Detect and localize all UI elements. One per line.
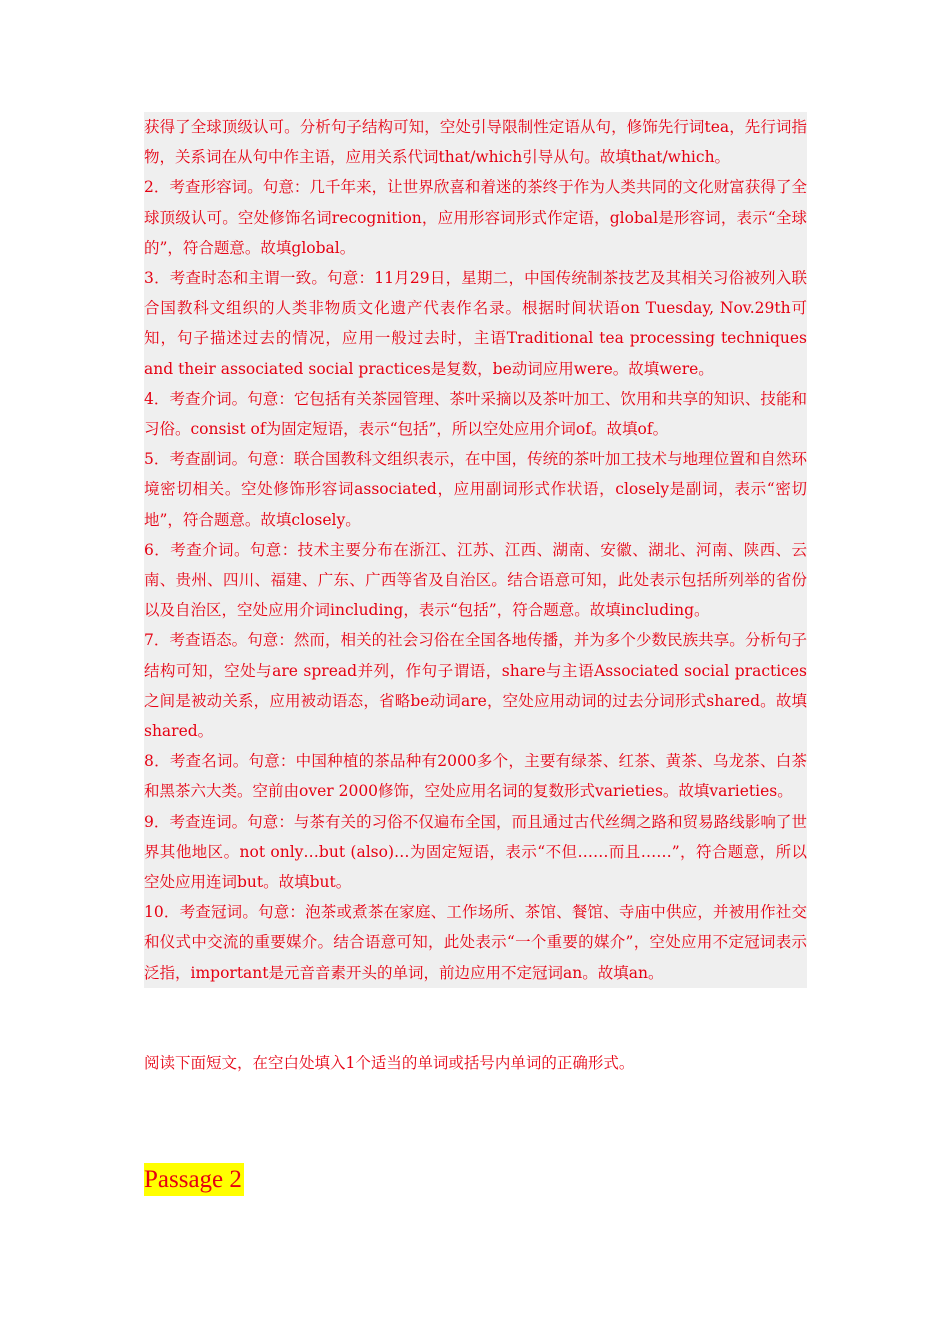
passage-instruction: 阅读下面短文，在空白处填入1个适当的单词或括号内单词的正确形式。 (144, 1054, 635, 1072)
answer-item-1-continued: 获得了全球顶级认可。分析句子结构可知，空处引导限制性定语从句，修饰先行词tea，先行词指物，关系词在从句中作主语，应用关系代词that/which引导从句。故填that/which。 (144, 118, 807, 167)
answer-item-8: 8．考查名词。句意：中国种植的茶品种有2000多个，主要有绿茶、红茶、黄茶、乌龙茶、白茶和黑茶六大类。空前由over 2000修饰，空处应用名词的复数形式varieties。故填varieties。 (144, 752, 807, 801)
answer-item-6: 6．考查介词。句意：技术主要分布在浙江、江苏、江西、湖南、安徽、湖北、河南、陕西、云南、贵州、四川、福建、广东、广西等省及自治区。结合语意可知，此处表示包括所列举的省份以及自治区，空处应用介词including，表示“包括”，符合题意。故填including。 (144, 540, 807, 620)
answer-item-4: 4．考查介词。句意：它包括有关茶园管理、茶叶采摘以及茶叶加工、饮用和共享的知识、技能和习俗。consist of为固定短语，表示“包括”，所以空处应用介词of。故填of。 (144, 389, 807, 439)
answer-item-7: 7．考查语态。句意：然而，相关的社会习俗在全国各地传播，并为多个少数民族共享。分析句子结构可知，空处与are spread并列，作句子谓语，share与主语Associated social practices之间是被动关系，应用被动语态，省略be动词are，空处应用动词的过去分词形式shared。故填shared。 (144, 631, 807, 741)
answer-item-2: 2．考查形容词。句意：几千年来，让世界欣喜和着迷的茶终于作为人类共同的文化财富获得了全球顶级认可。空处修饰名词recognition，应用形容词形式作定语，global是形容词，表示“全球的”，符合题意。故填global。 (144, 178, 807, 257)
answer-item-9: 9．考查连词。句意：与茶有关的习俗不仅遍布全国，而且通过古代丝绸之路和贸易路线影响了世界其他地区。not only…but (also)…为固定短语，表示“不但……而且……”，符合题意，所以空处应用连词but。故填but。 (144, 812, 807, 892)
answer-explanations (144, 112, 807, 988)
answer-item-3: 3．考查时态和主谓一致。句意：11月29日，星期二，中国传统制茶技艺及其相关习俗被列入联合国教科文组织的人类非物质文化遗产代表作名录。根据时间状语on Tuesday, Nov.29th可知，句子描述过去的情况，应用一般过去时，主语Traditional tea processing techniques and their associated social practices是复数，be动词应用were。故填were。 (144, 269, 807, 378)
answer-item-5: 5．考查副词。句意：联合国教科文组织表示，在中国，传统的茶叶加工技术与地理位置和自然环境密切相关。空处修饰形容词associated，应用副词形式作状语，closely是副词，表示“密切地”，符合题意。故填closely。 (144, 450, 807, 529)
passage-title: Passage 2 (144, 1163, 244, 1196)
answer-item-10: 10．考查冠词。句意：泡茶或煮茶在家庭、工作场所、茶馆、餐馆、寺庙中供应，并被用作社交和仪式中交流的重要媒介。结合语意可知，此处表示“一个重要的媒介”，空处应用不定冠词表示泛指，important是元音音素开头的单词，前边应用不定冠词an。故填an。 (144, 903, 807, 982)
